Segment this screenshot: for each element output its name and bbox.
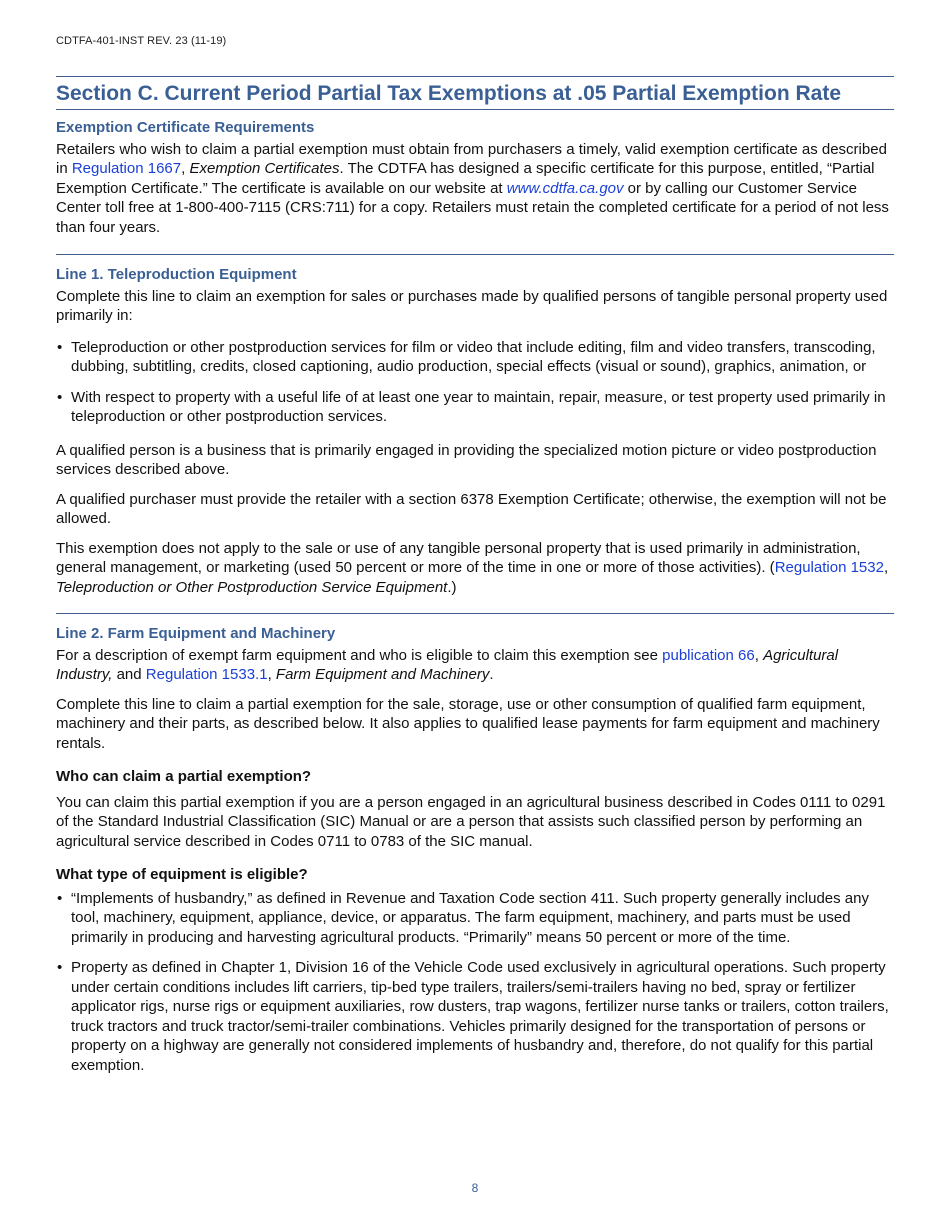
text-run: This exemption does not apply to the sale or use of any tangible personal property that is used primarily in administration, general management, or marketing (used 50 percent or more of the time in one or more of those activities). (: [56, 539, 861, 576]
qualified-purchaser-paragraph: A qualified purchaser must provide the retailer with a section 6378 Exemption Certificate; otherwise, the exemption will not be allowed.: [56, 490, 887, 527]
list-item: • Teleproduction or other postproduction services for film or video that include editing, film and video transfers, transcoding, dubbing, subtitling, credits, closed captioning, audio production, special effects (visual or sound), graphics, animation, or: [56, 338, 894, 377]
publication-66-link[interactable]: publication 66: [662, 646, 755, 664]
bottom-rule: [56, 109, 894, 110]
website-link[interactable]: www.cdtfa.ca.gov: [506, 179, 624, 197]
section-title: Section C. Current Period Partial Tax Exemptions at .05 Partial Exemption Rate: [56, 82, 841, 105]
line2-bullet-list: [56, 889, 894, 1076]
line1-bullet-list: [56, 338, 894, 427]
line1-heading: Line 1. Teleproduction Equipment: [56, 266, 297, 283]
who-can-claim-heading: Who can claim a partial exemption?: [56, 768, 312, 785]
text-run: .: [489, 666, 494, 683]
top-rule: [56, 76, 894, 77]
qualified-person-paragraph: A qualified person is a business that is primarily engaged in providing the specialized motion picture or video postproduction services described above.: [56, 441, 877, 478]
page-number: 8: [471, 1181, 479, 1195]
text-run: or by calling our Customer Service Center toll free at 1-800-400-7115 (CRS:711) for a copy. Retailers must retain the completed certificate for a period of not less than four years.: [56, 179, 889, 236]
text-run: For a description of exempt farm equipment and who is eligible to claim this exemption see: [56, 646, 663, 664]
text-run: Retailers who wish to claim a partial exemption must obtain from purchasers a timely, valid exemption certificate as described in: [56, 140, 887, 177]
line1-exclusion-paragraph: [56, 539, 894, 598]
exemption-certificate-paragraph: [56, 140, 894, 238]
list-item: • With respect to property with a useful life of at least one year to maintain, repair, measure, or test property used primarily in teleproduction or other postproduction services.: [56, 388, 894, 427]
text-run: ,: [883, 559, 889, 576]
regulation-1667-link[interactable]: Regulation 1667: [71, 160, 182, 177]
text-run: .): [447, 578, 457, 596]
line1-intro: Complete this line to claim an exemption for sales or purchases made by qualified persons of tangible personal property used primarily in:: [56, 287, 888, 324]
text-run: ,: [267, 666, 276, 683]
equipment-eligible-heading: What type of equipment is eligible?: [56, 866, 308, 883]
who-can-claim-paragraph: You can claim this partial exemption if you are a person engaged in an agricultural business described in Codes 0111 to 0291 of the Standard Industrial Classification (SIC) Manual or are a person that assists such classified person by performing an agricultural service described in Codes 0711 to 0783 of the SIC manual.: [56, 793, 886, 850]
line2-description-paragraph: [56, 646, 894, 685]
text-run: ,: [754, 646, 764, 664]
text-run: ,: [181, 160, 190, 177]
exemption-certificate-heading: Exemption Certificate Requirements: [56, 119, 315, 136]
italic-title: Farm Equipment and Machinery: [275, 666, 490, 683]
text-run: . The CDTFA has designed a specific certificate for this purpose, entitled, “Partial Exemption Certificate.” The certificate is available on our website at: [56, 160, 875, 197]
italic-title: Teleproduction or Other Postproduction Service Equipment: [56, 578, 448, 596]
main-content: [56, 118, 894, 1089]
line2-heading: Line 2. Farm Equipment and Machinery: [56, 625, 336, 642]
text-run: and: [112, 666, 146, 683]
italic-title: Exemption Certificates: [189, 160, 340, 177]
list-item: • “Implements of husbandry,” as defined in Revenue and Taxation Code section 411. Such property generally includes any tool, machinery, equipment, appliance, device, or apparatus. The farm equipment, machinery, and parts must be used primarily in producing and harvesting agricultural products. “Primarily” means 50 percent or more of the time.: [56, 889, 894, 948]
line2-complete-paragraph: Complete this line to claim a partial exemption for the sale, storage, use or other consumption of qualified farm equipment, machinery and their parts, as described below. It also applies to qualified lease payments for farm equipment and machinery rentals.: [56, 695, 880, 752]
section-divider: [56, 254, 894, 255]
italic-title: Agricultural Industry,: [56, 646, 839, 683]
section-divider: [56, 613, 894, 614]
form-id-header: CDTFA-401-INST REV. 23 (11-19): [56, 35, 227, 47]
list-item: • Property as defined in Chapter 1, Division 16 of the Vehicle Code used exclusively in agricultural operations. Such property under certain conditions includes lift carriers, tip-bed type trailers, trailers/semi-trailers having no bed, spray or fertilizer applicator rigs, nurse rigs or equipment auxiliaries, row dusters, trap wagons, fertilizer nurse tanks or trailers, cotton trailers, truck tractors and truck tractor/semi-trailer combinations. Vehicles primarily designed for the transportation of persons or property on a highway are generally not considered implements of husbandry and, therefore, do not qualify for this partial exemption.: [56, 958, 894, 1075]
section-title-block: [56, 76, 894, 110]
regulation-1533-1-link[interactable]: Regulation 1533.1: [145, 666, 268, 683]
regulation-1532-link[interactable]: Regulation 1532: [774, 559, 884, 576]
